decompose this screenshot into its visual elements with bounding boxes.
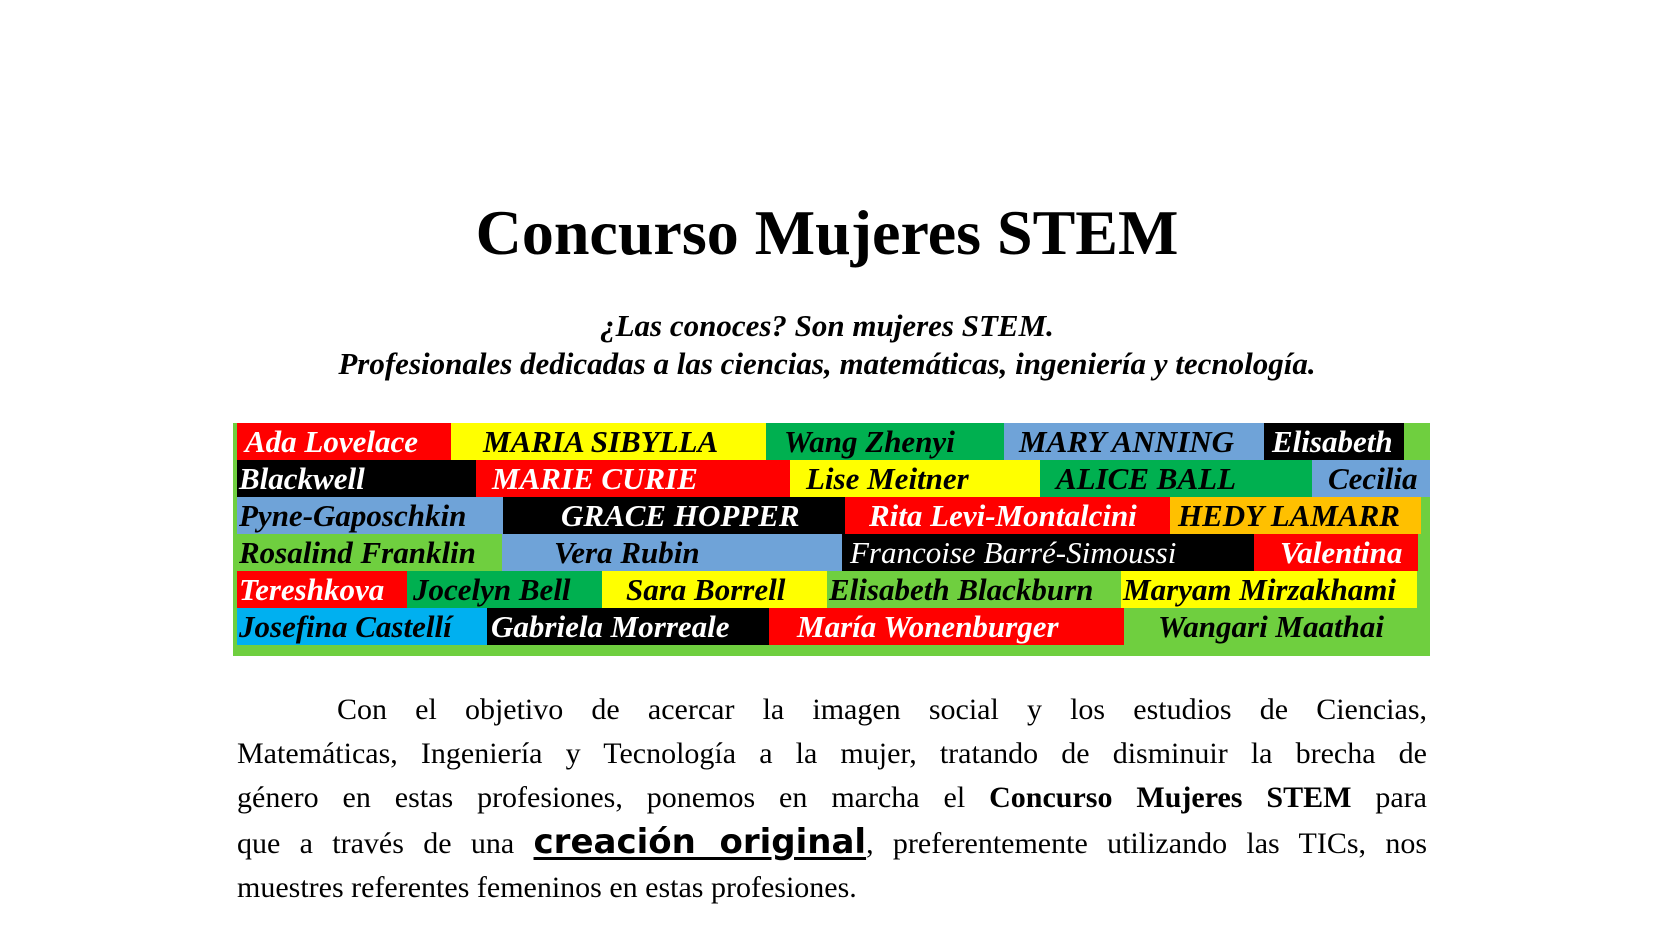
banner-name: Elisabeth	[1264, 423, 1404, 460]
banner-name: María Wonenburger	[769, 608, 1124, 645]
banner-name: Blackwell	[237, 460, 476, 497]
creacion-original-link[interactable]: creación original	[533, 822, 867, 862]
intro-paragraph	[237, 688, 1427, 910]
banner-name: Francoise Barré-Simoussi	[842, 534, 1254, 571]
subtitle-line-1: ¿Las conoces? Son mujeres STEM.	[600, 308, 1054, 343]
banner-name: Maryam Mirzakhami	[1121, 571, 1417, 608]
subtitle-line-2: Profesionales dedicadas a las ciencias, matemáticas, ingeniería y tecnología.	[338, 346, 1316, 381]
banner-name: Wang Zhenyi	[766, 423, 1004, 460]
banner-name: Gabriela Morreale	[487, 608, 769, 645]
banner-name: Vera Rubin	[502, 534, 842, 571]
banner-name: Sara Borrell	[602, 571, 827, 608]
banner-name: MARIA SIBYLLA	[451, 423, 766, 460]
banner-name: Lise Meitner	[790, 460, 1040, 497]
banner-name: ALICE BALL	[1040, 460, 1312, 497]
names-banner	[233, 423, 1430, 656]
banner-name: GRACE HOPPER	[503, 497, 845, 534]
banner-name: Ada Lovelace	[237, 423, 451, 460]
banner-name: Rita Levi-Montalcini	[845, 497, 1170, 534]
paragraph-line: muestres referentes femeninos en estas profesiones.	[237, 871, 857, 904]
paragraph-line: que a través de una creación original, preferentemente utilizando las TICs, nos	[237, 822, 1428, 862]
banner-name: Wangari Maathai	[1124, 608, 1429, 645]
banner-name: Rosalind Franklin	[237, 534, 502, 571]
banner-name: MARY ANNING	[1004, 423, 1264, 460]
banner-name: Josefina Castellí	[237, 608, 487, 645]
banner-name: Jocelyn Bell	[407, 571, 602, 608]
banner-name: Cecilia	[1312, 460, 1430, 497]
banner-name: Elisabeth Blackburn	[827, 571, 1121, 608]
contest-name: Concurso Mujeres STEM	[989, 781, 1352, 814]
paragraph-line: género en estas profesiones, ponemos en marcha el Concurso Mujeres STEM para	[237, 781, 1427, 814]
banner-name: MARIE CURIE	[476, 460, 790, 497]
paragraph-line: Matemáticas, Ingeniería y Tecnología a la mujer, tratando de disminuir la brecha de	[237, 737, 1427, 770]
banner-name: HEDY LAMARR	[1170, 497, 1421, 534]
banner-name: Pyne-Gaposchkin	[237, 497, 503, 534]
banner-name: Valentina	[1254, 534, 1418, 571]
paragraph-line: Con el objetivo de acercar la imagen social y los estudios de Ciencias,	[337, 693, 1427, 726]
page-title: Concurso Mujeres STEM	[475, 197, 1179, 268]
banner-name: Tereshkova	[237, 571, 407, 608]
